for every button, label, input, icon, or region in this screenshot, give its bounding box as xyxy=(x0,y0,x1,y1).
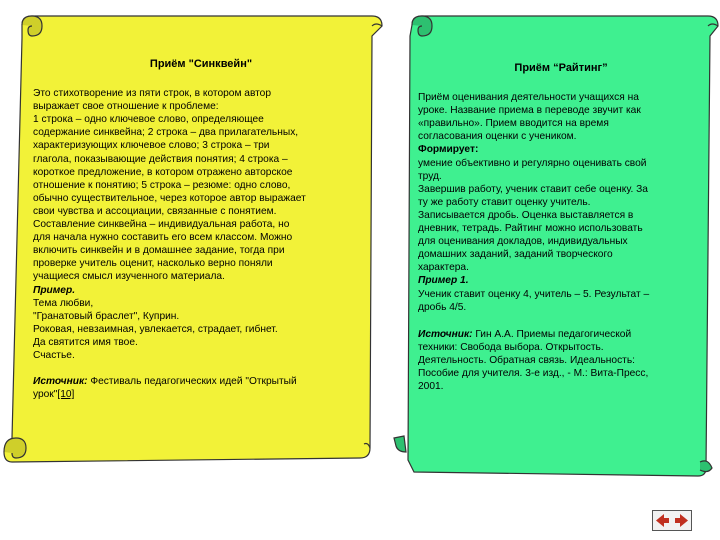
left-line: отношение к понятию; 5 строка – резюме: одно слово, xyxy=(33,179,291,191)
left-line: для начала нужно составить его всем классом. Можно xyxy=(33,232,293,244)
left-line: короткое предложение, в котором отражено авторское xyxy=(33,166,293,178)
source-ref-link[interactable]: [10] xyxy=(57,389,75,401)
left-example-line: Да святится имя твое. xyxy=(33,336,138,348)
right-line: ту же работу ставит оценку учитель. xyxy=(418,196,591,208)
left-body xyxy=(33,87,369,362)
left-line: глагола, показывающие действия понятия; 4 строка – xyxy=(33,153,288,165)
right-body xyxy=(418,91,704,314)
right-line: домашних заданий, заданий творческого xyxy=(418,249,613,261)
left-example-line: "Гранатовый браслет", Куприн. xyxy=(33,310,180,322)
right-line: согласования оценки с учеником. xyxy=(418,131,577,143)
right-line: Ученик ставит оценку 4, учитель – 5. Результат – xyxy=(418,288,650,300)
left-example-line: Роковая, невзаимная, увлекается, страдает, гибнет. xyxy=(33,323,278,335)
right-line: уроке. Название приема в переводе звучит как xyxy=(418,105,641,117)
left-line: обычно существительное, через которое автор выражает xyxy=(33,192,306,204)
right-forms-label: Формирует: xyxy=(418,144,479,156)
left-line: проверке учитель оценит, насколько верно поняли xyxy=(33,258,273,270)
left-line: выражает свое отношение к проблеме: xyxy=(33,101,219,113)
left-line: включить синквейн и в домашнее задание, тогда при xyxy=(33,245,285,257)
next-slide-button[interactable] xyxy=(675,514,688,527)
right-panel xyxy=(418,62,704,393)
left-example-line: Тема любви, xyxy=(33,297,94,309)
right-line: труд. xyxy=(418,170,442,182)
right-title: Приём “Райтинг” xyxy=(514,62,608,74)
right-line: Завершив работу, ученик ставит себе оценку. За xyxy=(418,183,648,195)
left-line: свои чувства и ассоциации, связанные с понятием. xyxy=(33,205,277,217)
left-line: содержание синквейна; 2 строка – два прилагательных, xyxy=(33,127,299,139)
right-line: характера. xyxy=(418,262,469,274)
right-source-text: Гин А.А. Приемы педагогической xyxy=(472,328,632,340)
prev-slide-button[interactable] xyxy=(656,514,669,527)
right-line: дробь 4/5. xyxy=(418,301,467,313)
right-source-line: Деятельность. Обратная связь. Идеальность: xyxy=(418,354,635,366)
left-source-text: Фестиваль педагогических идей "Открытый xyxy=(87,376,297,388)
left-line: учащиеся смысл изученного материала. xyxy=(33,271,225,283)
right-example-label: Пример 1. xyxy=(418,275,469,287)
left-title: Приём "Синквейн" xyxy=(149,58,253,70)
right-line: Записывается дробь. Оценка выставляется в xyxy=(418,209,634,221)
left-panel xyxy=(33,58,369,401)
left-line: Составление синквейна – индивидуальная работа, но xyxy=(33,219,290,231)
right-line: «правильно». Прием вводится на время xyxy=(418,118,609,130)
left-source-line2: урок" xyxy=(33,389,58,401)
right-source-label: Источник: xyxy=(418,328,473,340)
left-source xyxy=(33,375,369,401)
left-example-line: Счастье. xyxy=(33,349,75,361)
left-example-label: Пример. xyxy=(33,284,76,296)
right-source-line: Пособие для учителя. 3-е изд., - М.: Вита-Пресс, xyxy=(418,367,649,379)
nav-arrows-icon xyxy=(653,511,691,530)
left-line: Это стихотворение из пяти строк, в котором автор xyxy=(33,88,272,100)
left-line: 1 строка – одно ключевое слово, определяющее xyxy=(33,114,264,126)
right-source xyxy=(418,328,704,393)
right-line: Приём оценивания деятельности учащихся на xyxy=(418,92,639,104)
right-line: для оценивания докладов, индивидуальных xyxy=(418,236,628,248)
right-source-line: техники: Свобода выбора. Открытость. xyxy=(418,341,604,353)
right-line: дневник, тетрадь. Райтинг можно использовать xyxy=(418,223,643,235)
slide-nav xyxy=(652,510,692,531)
left-source-label: Источник: xyxy=(33,376,88,388)
right-source-line: 2001. xyxy=(418,381,444,393)
right-line: умение объективно и регулярно оценивать свой xyxy=(418,157,647,169)
left-line: характеризующих ключевое слово; 3 строка – три xyxy=(33,140,270,152)
